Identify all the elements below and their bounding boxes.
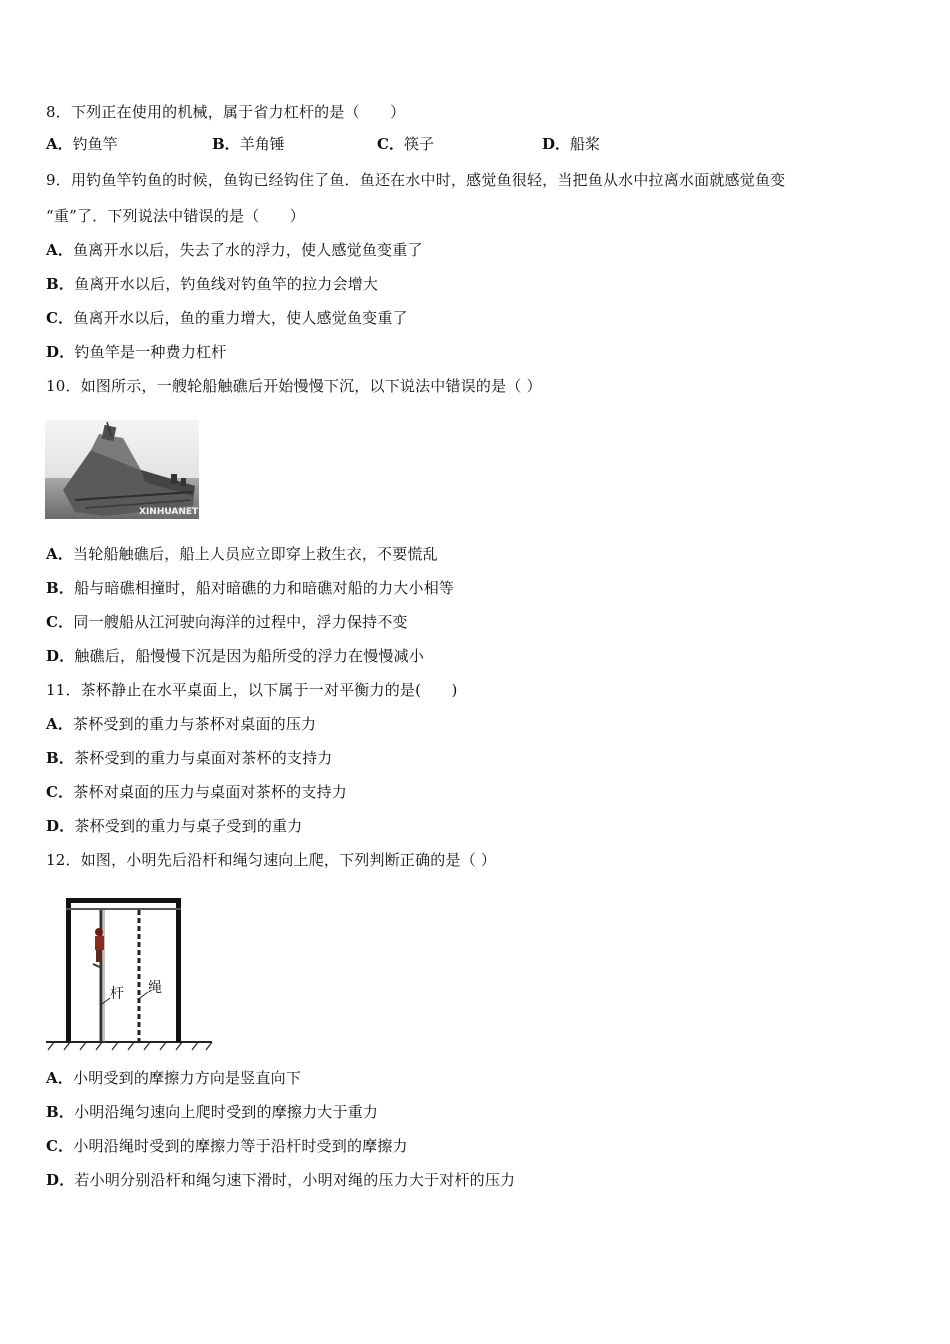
frame-left-post xyxy=(66,900,71,1042)
ground-hatching xyxy=(48,1042,212,1050)
question-11-stem xyxy=(46,680,458,700)
question-8-options xyxy=(46,134,746,154)
question-number: 8． xyxy=(46,103,71,121)
option-a[interactable]: A．钓鱼竿 xyxy=(46,135,118,153)
option-b[interactable]: B．羊角锤 xyxy=(212,135,285,153)
question-9-option-b[interactable]: B．鱼离开水以后，钓鱼线对钓鱼竿的拉力会增大 xyxy=(46,275,379,293)
question-10-option-c[interactable]: C．同一艘船从江河驶向海洋的过程中，浮力保持不变 xyxy=(46,613,408,631)
question-12-option-b[interactable]: B．小明沿绳匀速向上爬时受到的摩擦力大于重力 xyxy=(46,1103,379,1121)
question-text: 茶杯静止在水平桌面上，以下属于一对平衡力的是( ) xyxy=(80,681,458,699)
question-text: 如图，小明先后沿杆和绳匀速向上爬，下列判断正确的是（ ） xyxy=(80,851,497,869)
option-c[interactable]: C．筷子 xyxy=(377,135,434,153)
pole-rope-climbing-diagram xyxy=(44,894,214,1056)
question-text: 下列正在使用的机械，属于省力杠杆的是（ ） xyxy=(70,103,406,121)
pole-label: 杆 xyxy=(110,986,124,1002)
question-11-option-a[interactable]: A．茶杯受到的重力与茶杯对桌面的压力 xyxy=(46,715,317,733)
question-11-option-b[interactable]: B．茶杯受到的重力与桌面对茶杯的支持力 xyxy=(46,749,333,767)
question-9-option-d[interactable]: D．钓鱼竿是一种费力杠杆 xyxy=(46,343,227,361)
question-10-option-d[interactable]: D．触礁后，船慢慢下沉是因为船所受的浮力在慢慢减小 xyxy=(46,647,425,665)
question-text: 用钓鱼竿钓鱼的时候，鱼钩已经钩住了鱼．鱼还在水中时，感觉鱼很轻，当把鱼从水中拉离水面就感觉鱼变 xyxy=(70,171,786,189)
question-text: 如图所示，一艘轮船触礁后开始慢慢下沉，以下说法中错误的是（ ） xyxy=(80,377,542,395)
question-12-stem xyxy=(46,850,496,870)
question-11-option-c[interactable]: C．茶杯对桌面的压力与桌面对茶杯的支持力 xyxy=(46,783,347,801)
question-12-option-c[interactable]: C．小明沿绳时受到的摩擦力等于沿杆时受到的摩擦力 xyxy=(46,1137,408,1155)
question-number: 11． xyxy=(46,681,81,699)
sinking-ship-photo xyxy=(45,420,199,519)
question-10-stem xyxy=(46,376,542,396)
question-9-stem-continued: “重”了．下列说法中错误的是（ ） xyxy=(46,207,305,225)
question-number: 9． xyxy=(46,171,71,189)
question-number: 12． xyxy=(46,851,81,869)
photo-watermark: XINHUANET xyxy=(139,507,199,517)
question-9-option-a[interactable]: A．鱼离开水以后，失去了水的浮力，使人感觉鱼变重了 xyxy=(46,241,423,259)
question-number: 10． xyxy=(46,377,81,395)
frame-right-post xyxy=(176,900,181,1042)
question-12-option-d[interactable]: D．若小明分别沿杆和绳匀速下滑时，小明对绳的压力大于对杆的压力 xyxy=(46,1171,516,1189)
option-d[interactable]: D．船桨 xyxy=(542,135,601,153)
question-10-option-a[interactable]: A．当轮船触礁后，船上人员应立即穿上救生衣，不要慌乱 xyxy=(46,545,438,563)
rope-label: 绳 xyxy=(148,980,162,996)
question-12-option-a[interactable]: A．小明受到的摩擦力方向是竖直向下 xyxy=(46,1069,302,1087)
question-11-option-d[interactable]: D．茶杯受到的重力与桌子受到的重力 xyxy=(46,817,303,835)
question-10-option-b[interactable]: B．船与暗礁相撞时，船对暗礁的力和暗礁对船的力大小相等 xyxy=(46,579,455,597)
question-9-stem xyxy=(46,170,785,190)
question-9-option-c[interactable]: C．鱼离开水以后，鱼的重力增大，使人感觉鱼变重了 xyxy=(46,309,408,327)
frame-top-beam xyxy=(66,898,181,903)
question-8-stem xyxy=(46,102,405,122)
